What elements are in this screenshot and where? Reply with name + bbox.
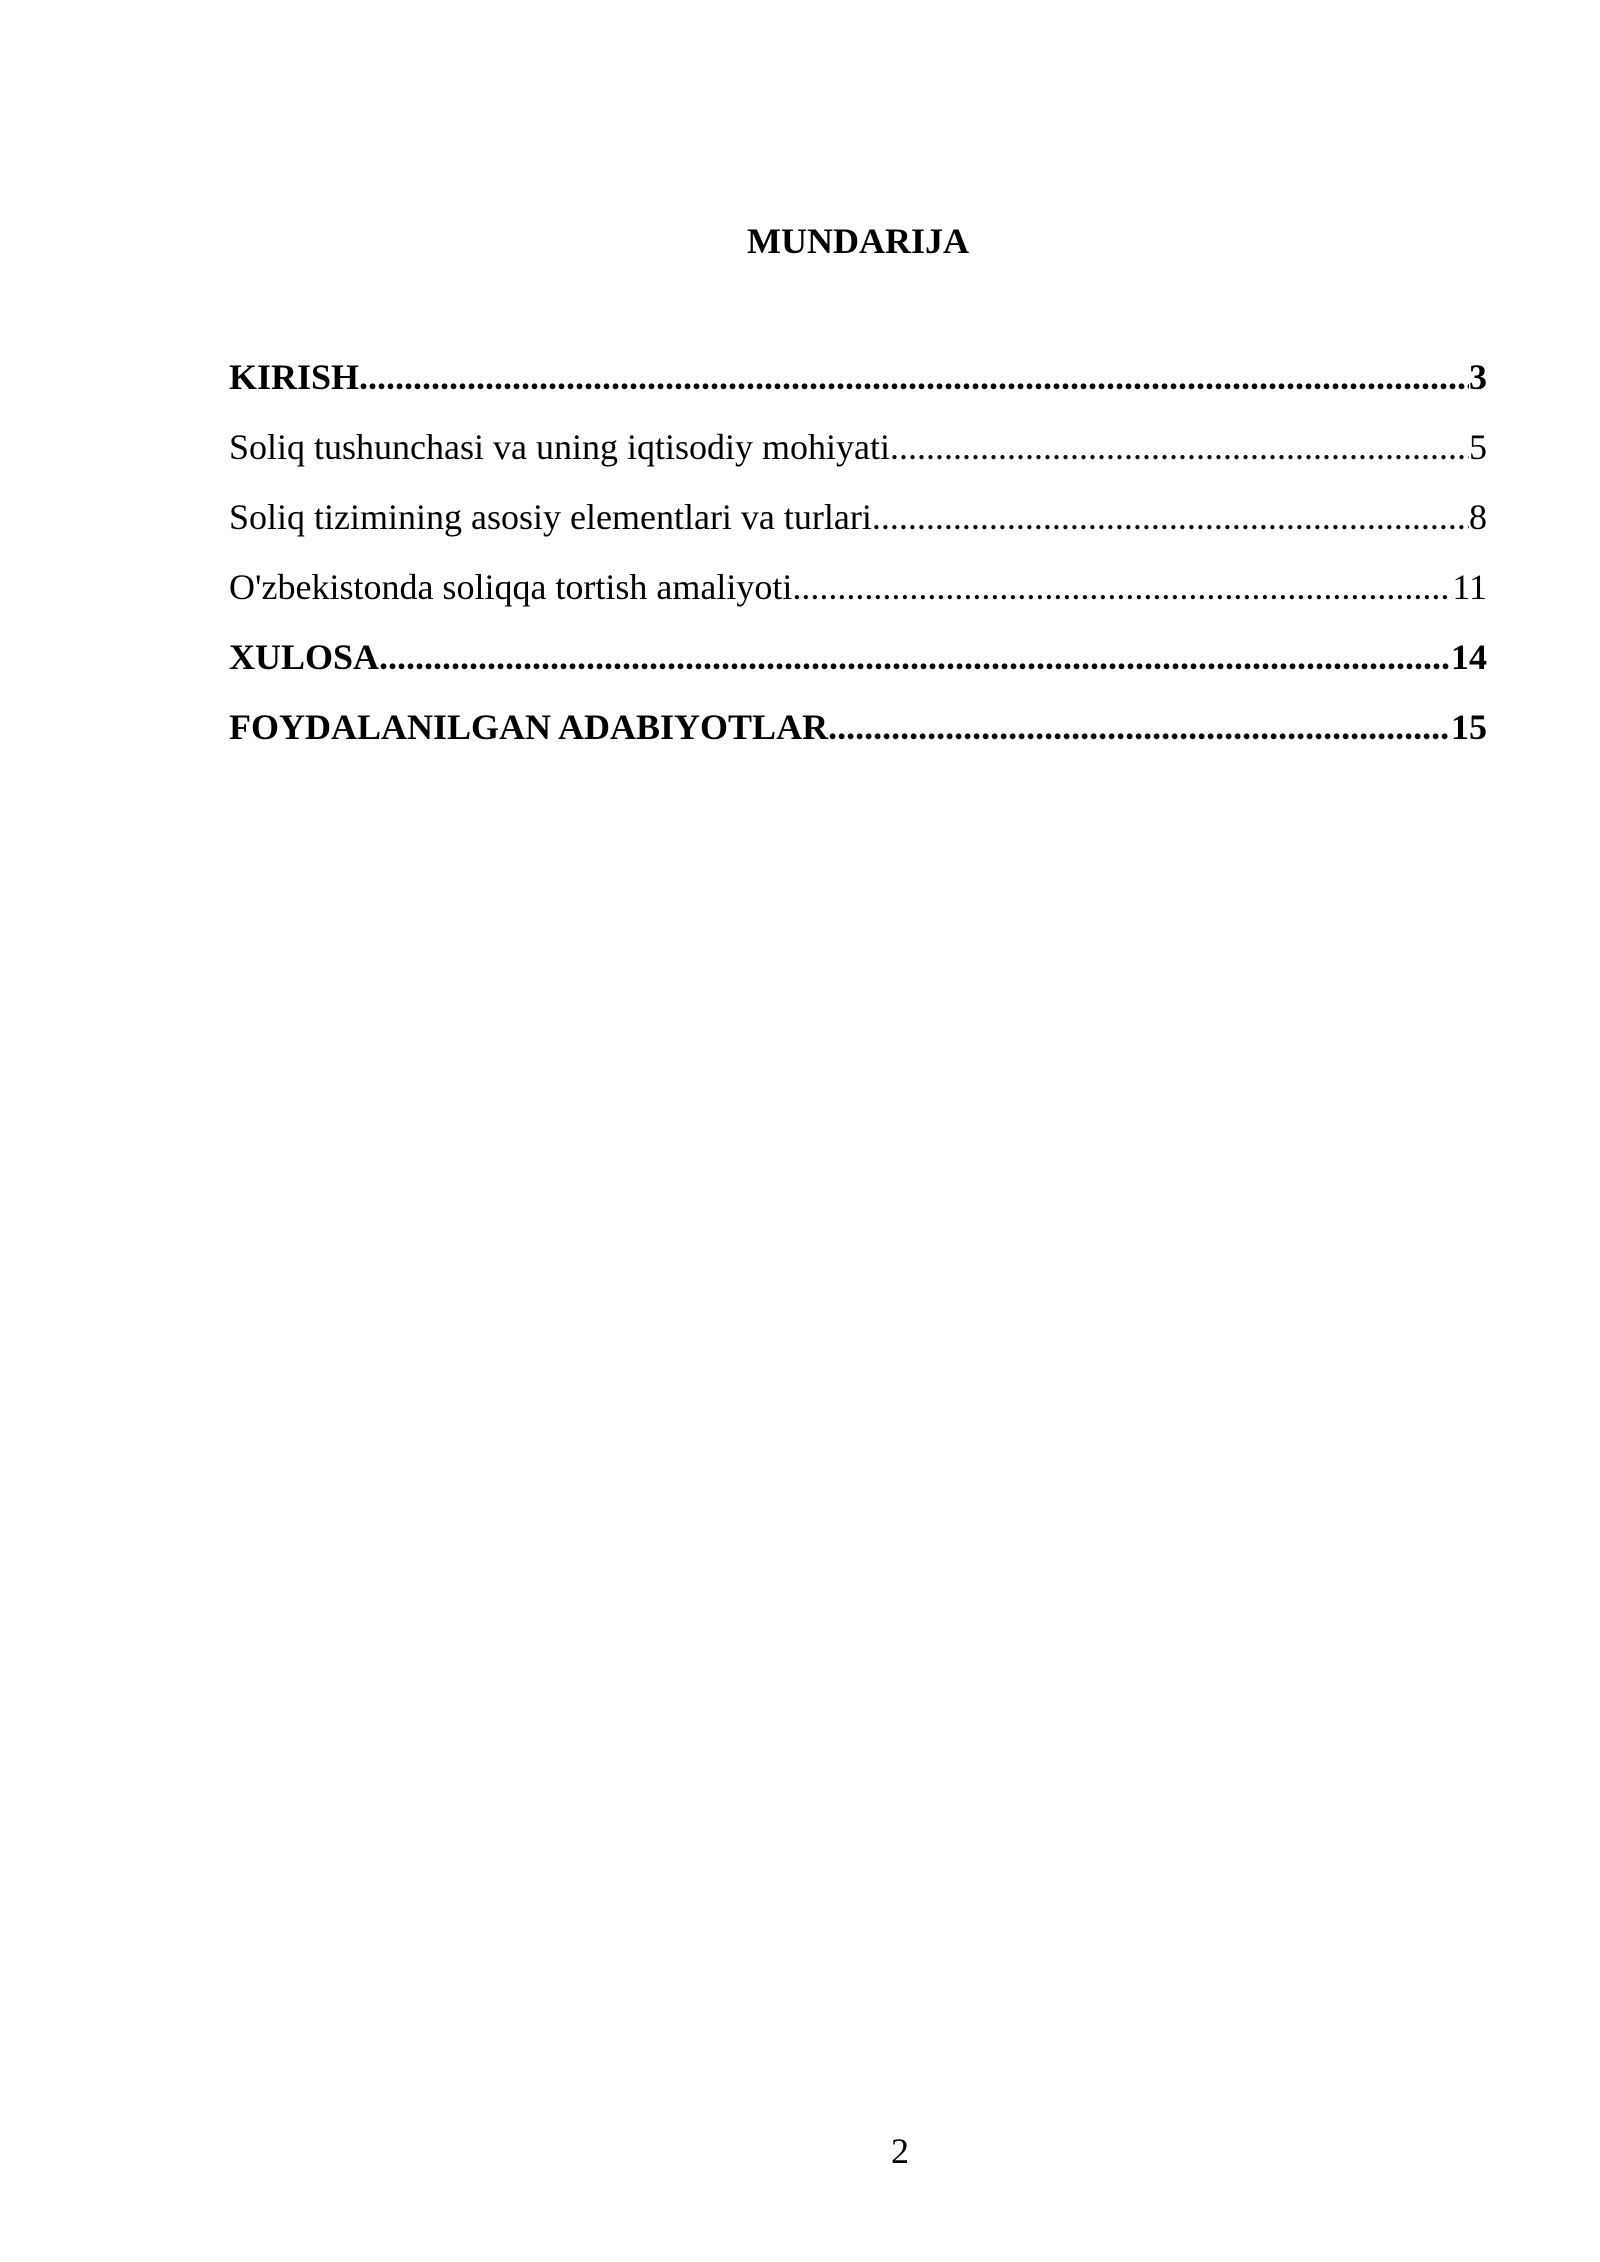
- toc-entry-xulosa[interactable]: [229, 634, 1487, 704]
- toc-entry-label: Soliq tizimining asosiy elementlari va turlari: [229, 497, 872, 537]
- toc-entry-label: O'zbekistonda soliqqa tortish amaliyoti: [229, 567, 793, 607]
- toc-entry-label: KIRISH: [229, 357, 360, 397]
- toc-entry-foydalanilgan-adabiyotlar[interactable]: [229, 704, 1487, 774]
- toc-entry-ozbekistonda[interactable]: [229, 564, 1487, 634]
- toc-entry-page: 8: [1469, 497, 1487, 537]
- toc-entry-kirish[interactable]: [229, 354, 1487, 424]
- toc-entry-page: 5: [1469, 427, 1487, 467]
- toc-entry-label: Soliq tushunchasi va uning iqtisodiy mohiyati: [229, 427, 890, 467]
- toc-entry-page: 3: [1469, 357, 1487, 397]
- toc-dot-leader: [890, 424, 1469, 470]
- toc-title-container: [229, 218, 1487, 264]
- toc-entry-page: 14: [1451, 637, 1487, 677]
- toc-entry-page: 11: [1452, 567, 1487, 607]
- toc-title: MUNDARIJA: [747, 221, 969, 261]
- toc-entry-label: FOYDALANILGAN ADABIYOTLAR: [229, 707, 829, 747]
- toc-entry-soliq-tizimi[interactable]: [229, 494, 1487, 564]
- toc-dot-leader: [828, 704, 1451, 750]
- toc-entry-soliq-tushunchasi[interactable]: [229, 424, 1487, 494]
- toc-dot-leader: [792, 564, 1452, 610]
- table-of-contents: [229, 354, 1487, 774]
- toc-dot-leader: [872, 494, 1469, 540]
- toc-dot-leader: [359, 354, 1469, 400]
- toc-dot-leader: [379, 634, 1451, 680]
- toc-entry-label: XULOSA: [229, 637, 380, 677]
- toc-entry-page: 15: [1451, 707, 1487, 747]
- page-number: 2: [891, 2131, 909, 2171]
